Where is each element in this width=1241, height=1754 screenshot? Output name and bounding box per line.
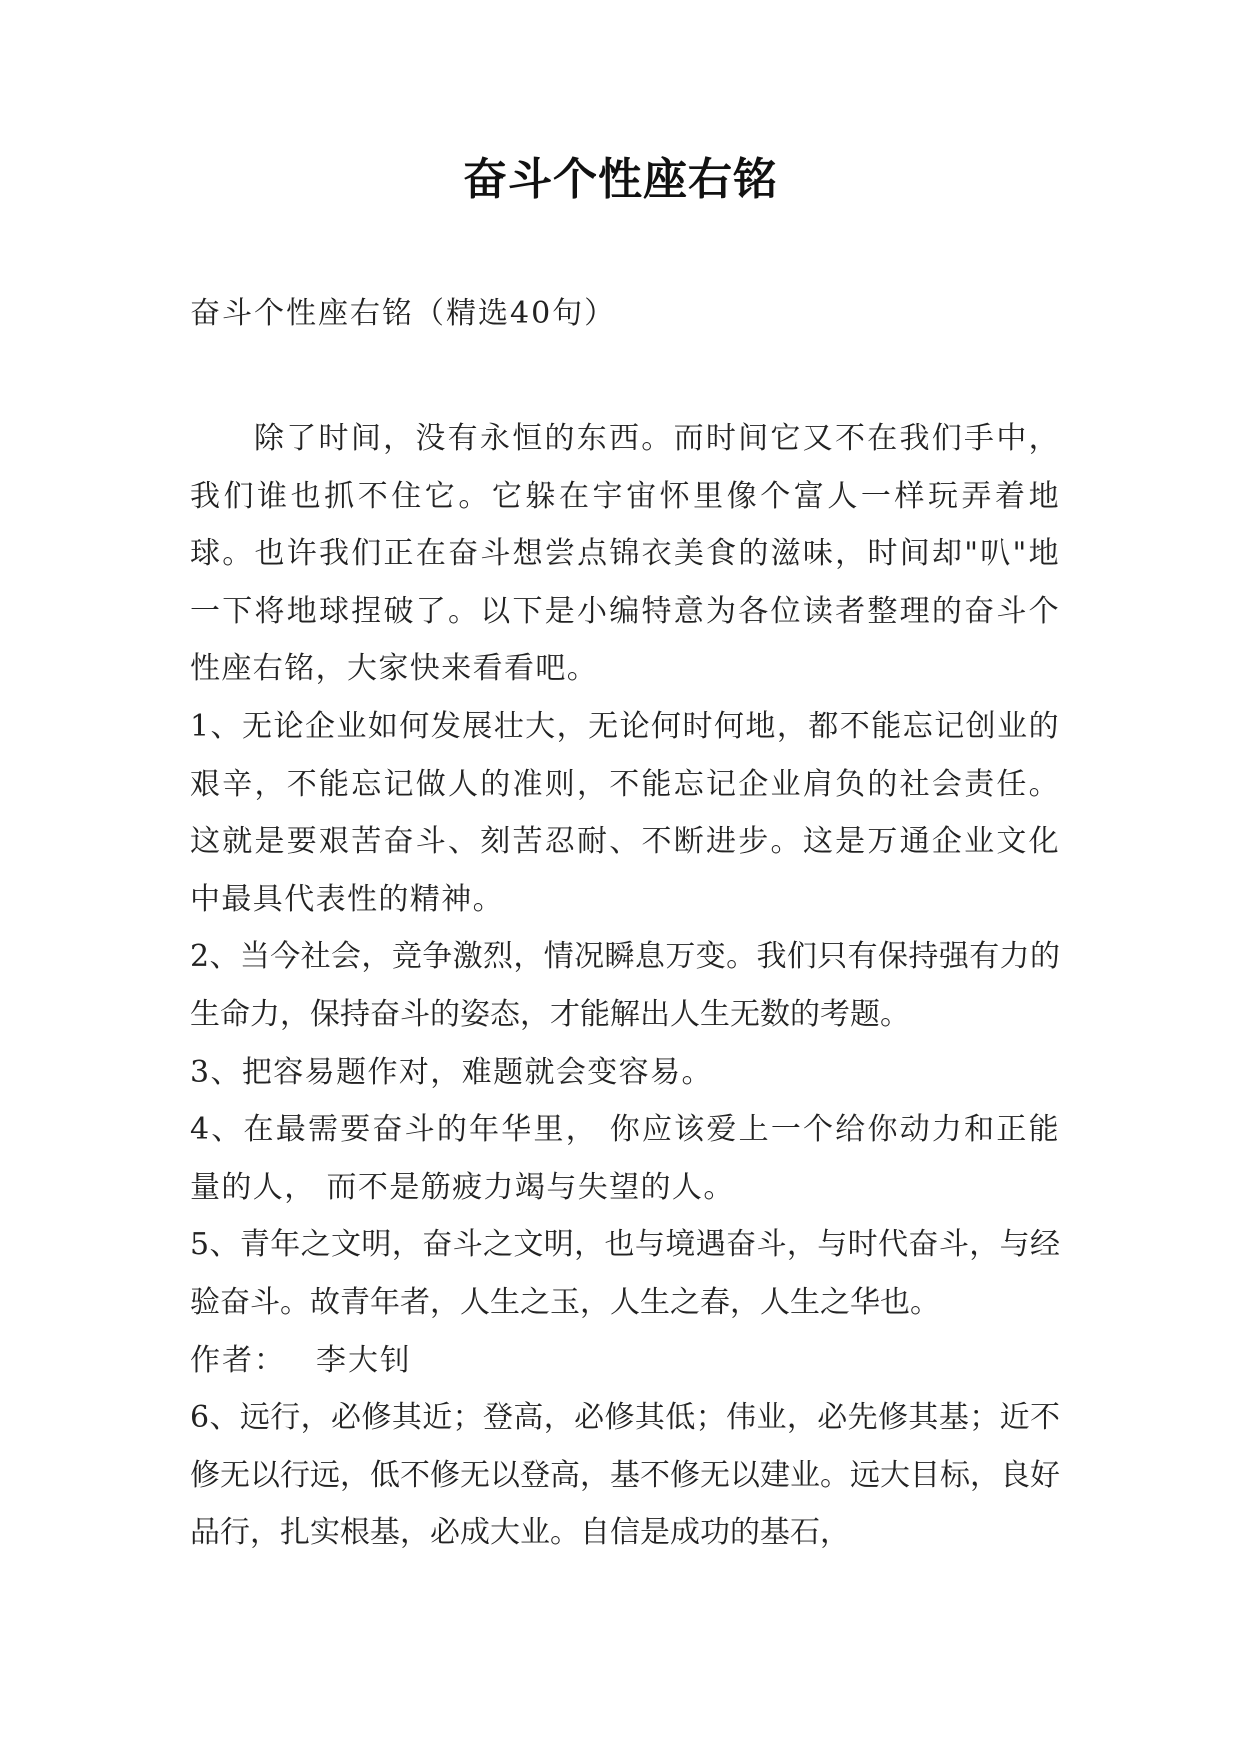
list-item: 2、当今社会，竞争激烈，情况瞬息万变。我们只有保持强有力的生命力，保持奋斗的姿态，才能解出人生无数的考题。 [190,939,1060,1032]
author-line [190,1332,1060,1390]
document-body [190,410,1060,1562]
author-name: 李大钊 [316,1342,412,1378]
document-subtitle: 奋斗个性座右铭（精选40句） [190,296,617,331]
document-title: 奋斗个性座右铭 [463,154,778,205]
list-item: 3、把容易题作对，难题就会变容易。 [190,1054,713,1090]
list-item: 5、青年之文明，奋斗之文明，也与境遇奋斗，与时代奋斗，与经验奋斗。故青年者，人生之玉，人生之春，人生之华也。 [190,1227,1060,1320]
author-label: 作者： [190,1342,286,1378]
list-item: 1、无论企业如何发展壮大，无论何时何地，都不能忘记创业的艰辛，不能忘记做人的准则，不能忘记企业肩负的社会责任。这就是要艰苦奋斗、刻苦忍耐、不断进步。这是万通企业文化中最具代表性的精神。 [190,708,1060,917]
list-item: 6、远行，必修其近；登高，必修其低；伟业，必先修其基；近不修无以行远，低不修无以登高，基不修无以建业。远大目标，良好品行，扎实根基，必成大业。自信是成功的基石， [190,1400,1060,1551]
intro-paragraph: 除了时间，没有永恒的东西。而时间它又不在我们手中，我们谁也抓不住它。它躲在宇宙怀里像个富人一样玩弄着地球。也许我们正在奋斗想尝点锦衣美食的滋味，时间却"叭"地一下将地球捏破了。以下是小编特意为各位读者整理的奋斗个性座右铭，大家快来看看吧。 [190,421,1060,687]
list-item: 4、在最需要奋斗的年华里， 你应该爱上一个给你动力和正能量的人， 而不是筋疲力竭与失望的人。 [190,1112,1060,1205]
